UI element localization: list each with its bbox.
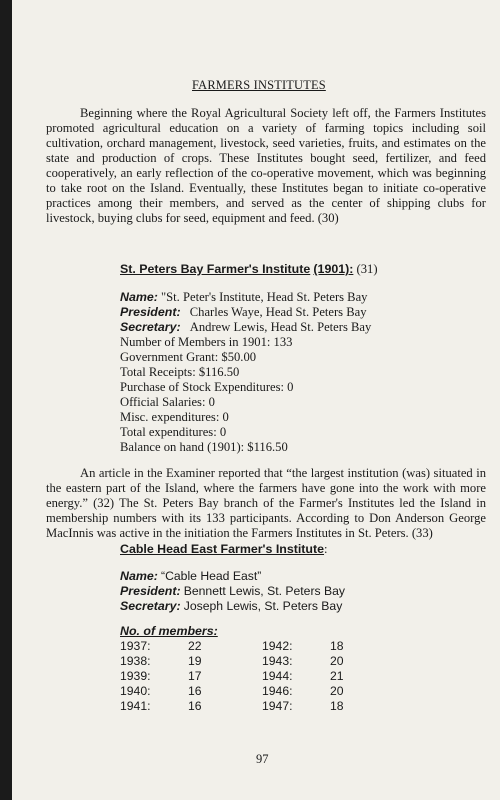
st-peters-name-label: Name: (120, 290, 158, 304)
member-count: 20 (330, 684, 344, 698)
cable-head-secretary-label: Secretary: (120, 599, 181, 613)
st-peters-secretary-value: Andrew Lewis, Head St. Peters Bay (189, 320, 372, 334)
intro-paragraph: Beginning where the Royal Agricultural Society left off, the Farmers Institutes promoted agricultural education on a variety of farming topics including soil cultivation, orchard management, livestock, seed varieties, fruits, and estimates on the state and production of crops. These Institutes bought seed, fertilizer, and feed cooperatively, an early reflection of the co-operative movement, which was beginning to take root on the Island. Eventually, these Institutes began to initiate co-operative practices among their members, and served as the center of shipping clubs for livestock, buying clubs for seed, equipment and feed. (30) (46, 106, 486, 225)
cable-head-secretary-row (120, 599, 342, 614)
cable-head-name-label: Name: (120, 569, 158, 583)
st-peters-president-value: Charles Waye, Head St. Peters Bay (189, 305, 367, 319)
st-peters-line: Balance on hand (1901): $116.50 (120, 440, 288, 454)
st-peters-line: Purchase of Stock Expenditures: 0 (120, 380, 294, 394)
st-peters-president-label: President: (120, 305, 181, 319)
cable-head-president-row (120, 584, 345, 599)
st-peters-line: Official Salaries: 0 (120, 395, 215, 409)
member-count: 16 (188, 699, 202, 713)
st-peters-name-row (120, 290, 367, 305)
cable-head-colon: : (324, 542, 328, 556)
member-year: 1946: (262, 684, 293, 698)
member-count: 18 (330, 699, 344, 713)
st-peters-name-value: "St. Peter's Institute, Head St. Peters Bay (161, 290, 368, 304)
member-year: 1938: (120, 654, 151, 668)
member-year: 1942: (262, 639, 293, 653)
cable-head-president-value: Bennett Lewis, St. Peters Bay (183, 584, 345, 598)
st-peters-line: Misc. expenditures: 0 (120, 410, 229, 424)
member-count: 16 (188, 684, 202, 698)
member-year: 1947: (262, 699, 293, 713)
st-peters-line: Total expenditures: 0 (120, 425, 227, 439)
st-peters-year: (1901): (313, 262, 354, 276)
page-number: 97 (256, 752, 269, 766)
member-year: 1937: (120, 639, 151, 653)
st-peters-heading: St. Peters Bay Farmer's Institute (120, 262, 311, 276)
cable-head-secretary-value: Joseph Lewis, St. Peters Bay (183, 599, 343, 613)
article-paragraph: An article in the Examiner reported that “the largest institution (was) situated in the eastern part of the Island, where the farmers have gone into the work with more energy.” (32) The St. Peters Bay branch of the Farmer's Institutes led the Island in membership numbers with its 133 participants. According to Don Anderson George MacInnis was active in the initiation the Farmers Institutes in St. Peters. (33) (46, 466, 486, 540)
document-page (12, 0, 500, 800)
member-count: 22 (188, 639, 202, 653)
cable-head-name-value: “Cable Head East” (161, 569, 262, 583)
page-title: FARMERS INSTITUTES (192, 78, 326, 92)
st-peters-heading-line (120, 262, 378, 277)
st-peters-secretary-row (120, 320, 371, 335)
member-count: 18 (330, 639, 344, 653)
member-year: 1943: (262, 654, 293, 668)
cable-head-heading: Cable Head East Farmer's Institute (120, 542, 325, 556)
st-peters-line: Government Grant: $50.00 (120, 350, 257, 364)
cable-head-name-row (120, 569, 261, 584)
st-peters-president-row (120, 305, 367, 320)
member-year: 1941: (120, 699, 151, 713)
member-year: 1944: (262, 669, 293, 683)
st-peters-secretary-label: Secretary: (120, 320, 181, 334)
cable-head-heading-line (120, 542, 328, 557)
cable-head-president-label: President: (120, 584, 181, 598)
member-year: 1939: (120, 669, 151, 683)
member-count: 19 (188, 654, 202, 668)
member-count: 20 (330, 654, 344, 668)
st-peters-line: Total Receipts: $116.50 (120, 365, 240, 379)
member-year: 1940: (120, 684, 151, 698)
st-peters-ref: (31) (356, 262, 378, 276)
st-peters-line: Number of Members in 1901: 133 (120, 335, 293, 349)
member-count: 17 (188, 669, 202, 683)
members-label: No. of members: (120, 624, 218, 638)
member-count: 21 (330, 669, 344, 683)
